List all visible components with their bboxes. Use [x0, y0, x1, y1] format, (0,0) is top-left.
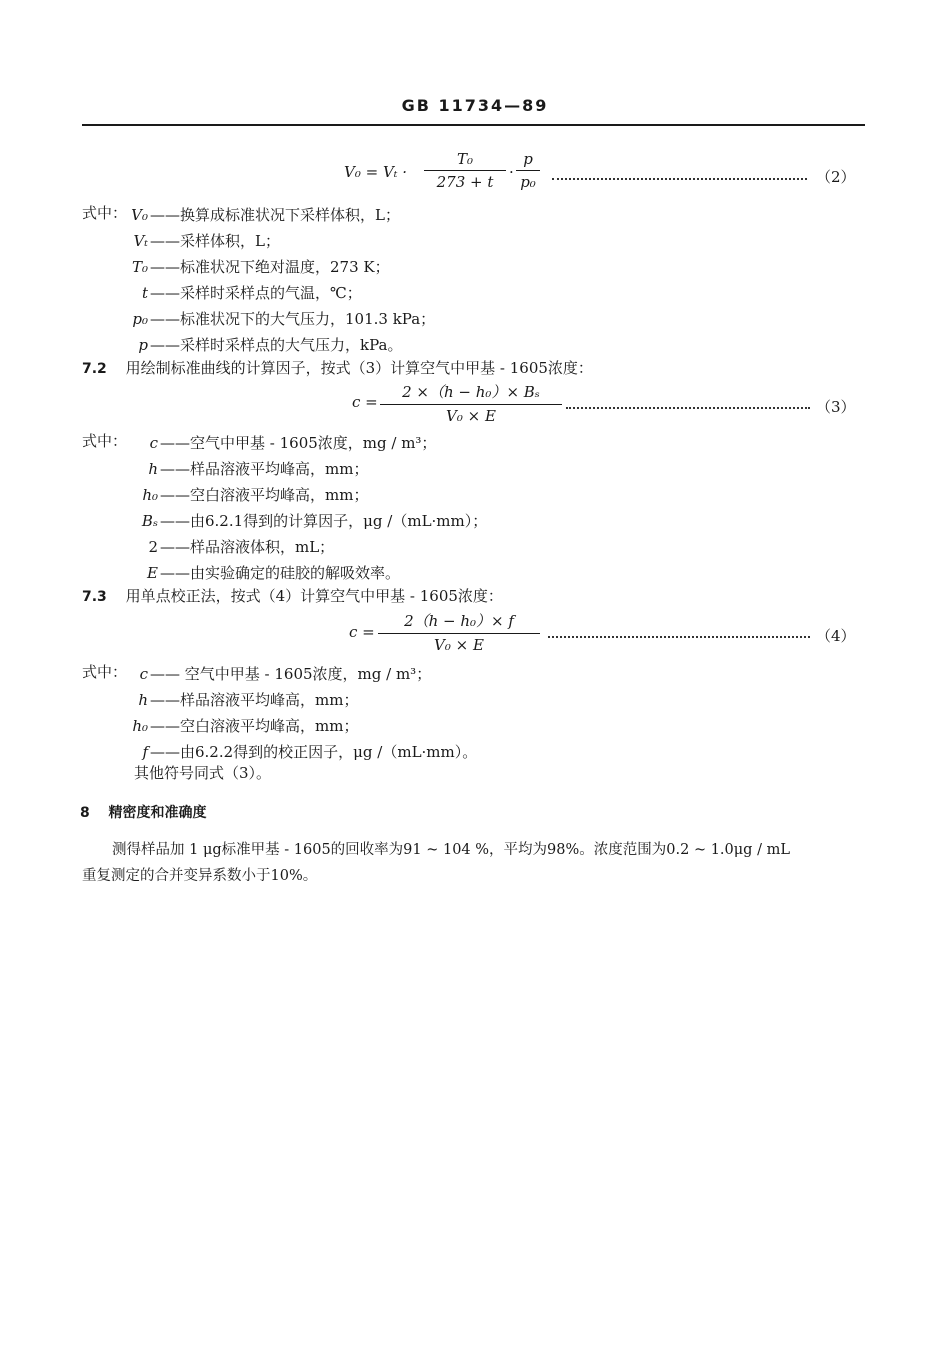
eq4-lhs: c = — [349, 623, 375, 641]
eq3-denominator: V₀ × E — [446, 407, 496, 425]
where3-sym: 2 — [148, 538, 158, 556]
header-rule — [82, 124, 865, 126]
where2-list — [80, 202, 435, 358]
eq2-number: （2） — [816, 168, 856, 186]
eq4-numerator: 2（h − h₀）× f — [378, 610, 540, 634]
section-7-2-text: 用绘制标准曲线的计算因子，按式（3）计算空气中甲基 - 1605浓度： — [125, 359, 593, 377]
where2-sym: p — [138, 336, 148, 354]
section-8-paragraph-line-2: 重复测定的合并变异系数小于10%。 — [82, 868, 318, 884]
eq2-fraction-1 — [424, 150, 506, 191]
eq2-lhs: V₀ = Vₜ · — [344, 163, 408, 181]
where2-desc: ——标准状况下的大气压力，101.3 kPa； — [150, 310, 436, 328]
where3-sym: c — [149, 434, 158, 452]
where4-list — [80, 661, 477, 765]
where2-sym: T₀ — [131, 258, 148, 276]
list-item — [80, 661, 477, 687]
section-8-heading — [80, 802, 207, 822]
where3-desc: ——样品溶液平均峰高，mm； — [160, 460, 369, 478]
where4-sym: h₀ — [132, 717, 148, 735]
where2-sym: t — [141, 284, 148, 302]
eq4-denominator: V₀ × E — [434, 636, 484, 654]
eq3-numerator: 2 ×（h − h₀）× Bₛ — [380, 381, 562, 405]
where2-desc: ——采样时采样点的气温，℃； — [150, 284, 362, 302]
where4-desc: ——样品溶液平均峰高，mm； — [150, 691, 359, 709]
where2-intro: 式中： — [82, 204, 128, 222]
list-item — [80, 713, 477, 739]
section-7-3-text: 用单点校正法，按式（4）计算空气中甲基 - 1605浓度： — [125, 587, 503, 605]
where4-intro: 式中： — [82, 663, 128, 681]
list-item — [80, 687, 477, 713]
where4-sym: h — [138, 691, 148, 709]
where3-list — [90, 430, 487, 586]
list-item — [80, 228, 435, 254]
eq3-number: （3） — [816, 398, 856, 416]
list-item — [80, 332, 435, 358]
where2-desc: ——采样时采样点的大气压力，kPa。 — [150, 336, 403, 354]
eq4-fraction — [378, 610, 540, 654]
list-item — [80, 254, 435, 280]
eq2-frac1-denominator: 273 + t — [436, 173, 494, 191]
eq2-frac1-numerator: T₀ — [424, 150, 506, 171]
eq3-lhs: c = — [352, 393, 378, 411]
section-7-3 — [82, 585, 503, 606]
where2-sym: p₀ — [132, 310, 148, 328]
eq2-frac2-numerator: p — [516, 150, 540, 171]
eq2-leader-dots — [552, 178, 807, 180]
eq4-number: （4） — [816, 627, 856, 645]
where3-intro: 式中： — [82, 432, 128, 450]
where4-sym: f — [142, 743, 148, 761]
where3-desc: ——由6.2.1得到的计算因子，μg /（mL·mm）； — [160, 512, 488, 530]
list-item — [80, 280, 435, 306]
section-7-2-number: 7.2 — [82, 361, 107, 377]
where3-desc: ——样品溶液体积，mL； — [160, 538, 335, 556]
eq2-fraction-2 — [516, 150, 540, 191]
where2-desc: ——换算成标准状况下采样体积，L； — [150, 206, 400, 224]
eq4-leader-dots — [548, 636, 810, 638]
where4-desc: ——由6.2.2得到的校正因子，μg /（mL·mm）。 — [150, 743, 478, 761]
where3-desc: ——空白溶液平均峰高，mm； — [160, 486, 369, 504]
where3-sym: h — [148, 460, 158, 478]
eq2-mid: · — [509, 163, 514, 181]
where3-desc: ——由实验确定的硅胶的解吸效率。 — [160, 564, 401, 582]
where3-sym: h₀ — [142, 486, 158, 504]
list-item — [90, 430, 487, 456]
list-item — [90, 508, 487, 534]
where2-desc: ——标准状况下绝对温度，273 K； — [150, 258, 390, 276]
where2-sym: V₀ — [131, 206, 148, 224]
section-8-paragraph-line-1: 测得样品加 1 μg标准甲基 - 1605的回收率为91 ~ 104 %，平均为98%。浓度范围为0.2 ~ 1.0μg / mL — [112, 842, 790, 858]
where4-desc: ——空白溶液平均峰高，mm； — [150, 717, 359, 735]
section-7-3-number: 7.3 — [82, 589, 107, 605]
section-7-2 — [82, 357, 593, 378]
eq3-leader-dots — [566, 407, 810, 409]
where4-desc: —— 空气中甲基 - 1605浓度，mg / m³； — [150, 665, 432, 683]
where3-sym: E — [147, 564, 158, 582]
page-header: GB 11734—89 — [401, 96, 549, 115]
list-item — [80, 202, 435, 228]
where4-sym: c — [139, 665, 148, 683]
where2-sym: Vₜ — [133, 232, 148, 250]
list-item — [80, 306, 435, 332]
list-item — [90, 456, 487, 482]
list-item — [90, 560, 487, 586]
eq3-fraction — [380, 381, 562, 425]
eq2-frac2-denominator: p₀ — [520, 173, 536, 191]
where2-desc: ——采样体积，L； — [150, 232, 280, 250]
section-8-title: 精密度和准确度 — [108, 805, 207, 821]
where3-desc: ——空气中甲基 - 1605浓度，mg / m³； — [160, 434, 437, 452]
where3-sym: Bₛ — [141, 512, 158, 530]
section-8-number: 8 — [80, 805, 90, 821]
list-item — [90, 534, 487, 560]
list-item — [90, 482, 487, 508]
where4-other-note: 其他符号同式（3）。 — [134, 764, 272, 782]
